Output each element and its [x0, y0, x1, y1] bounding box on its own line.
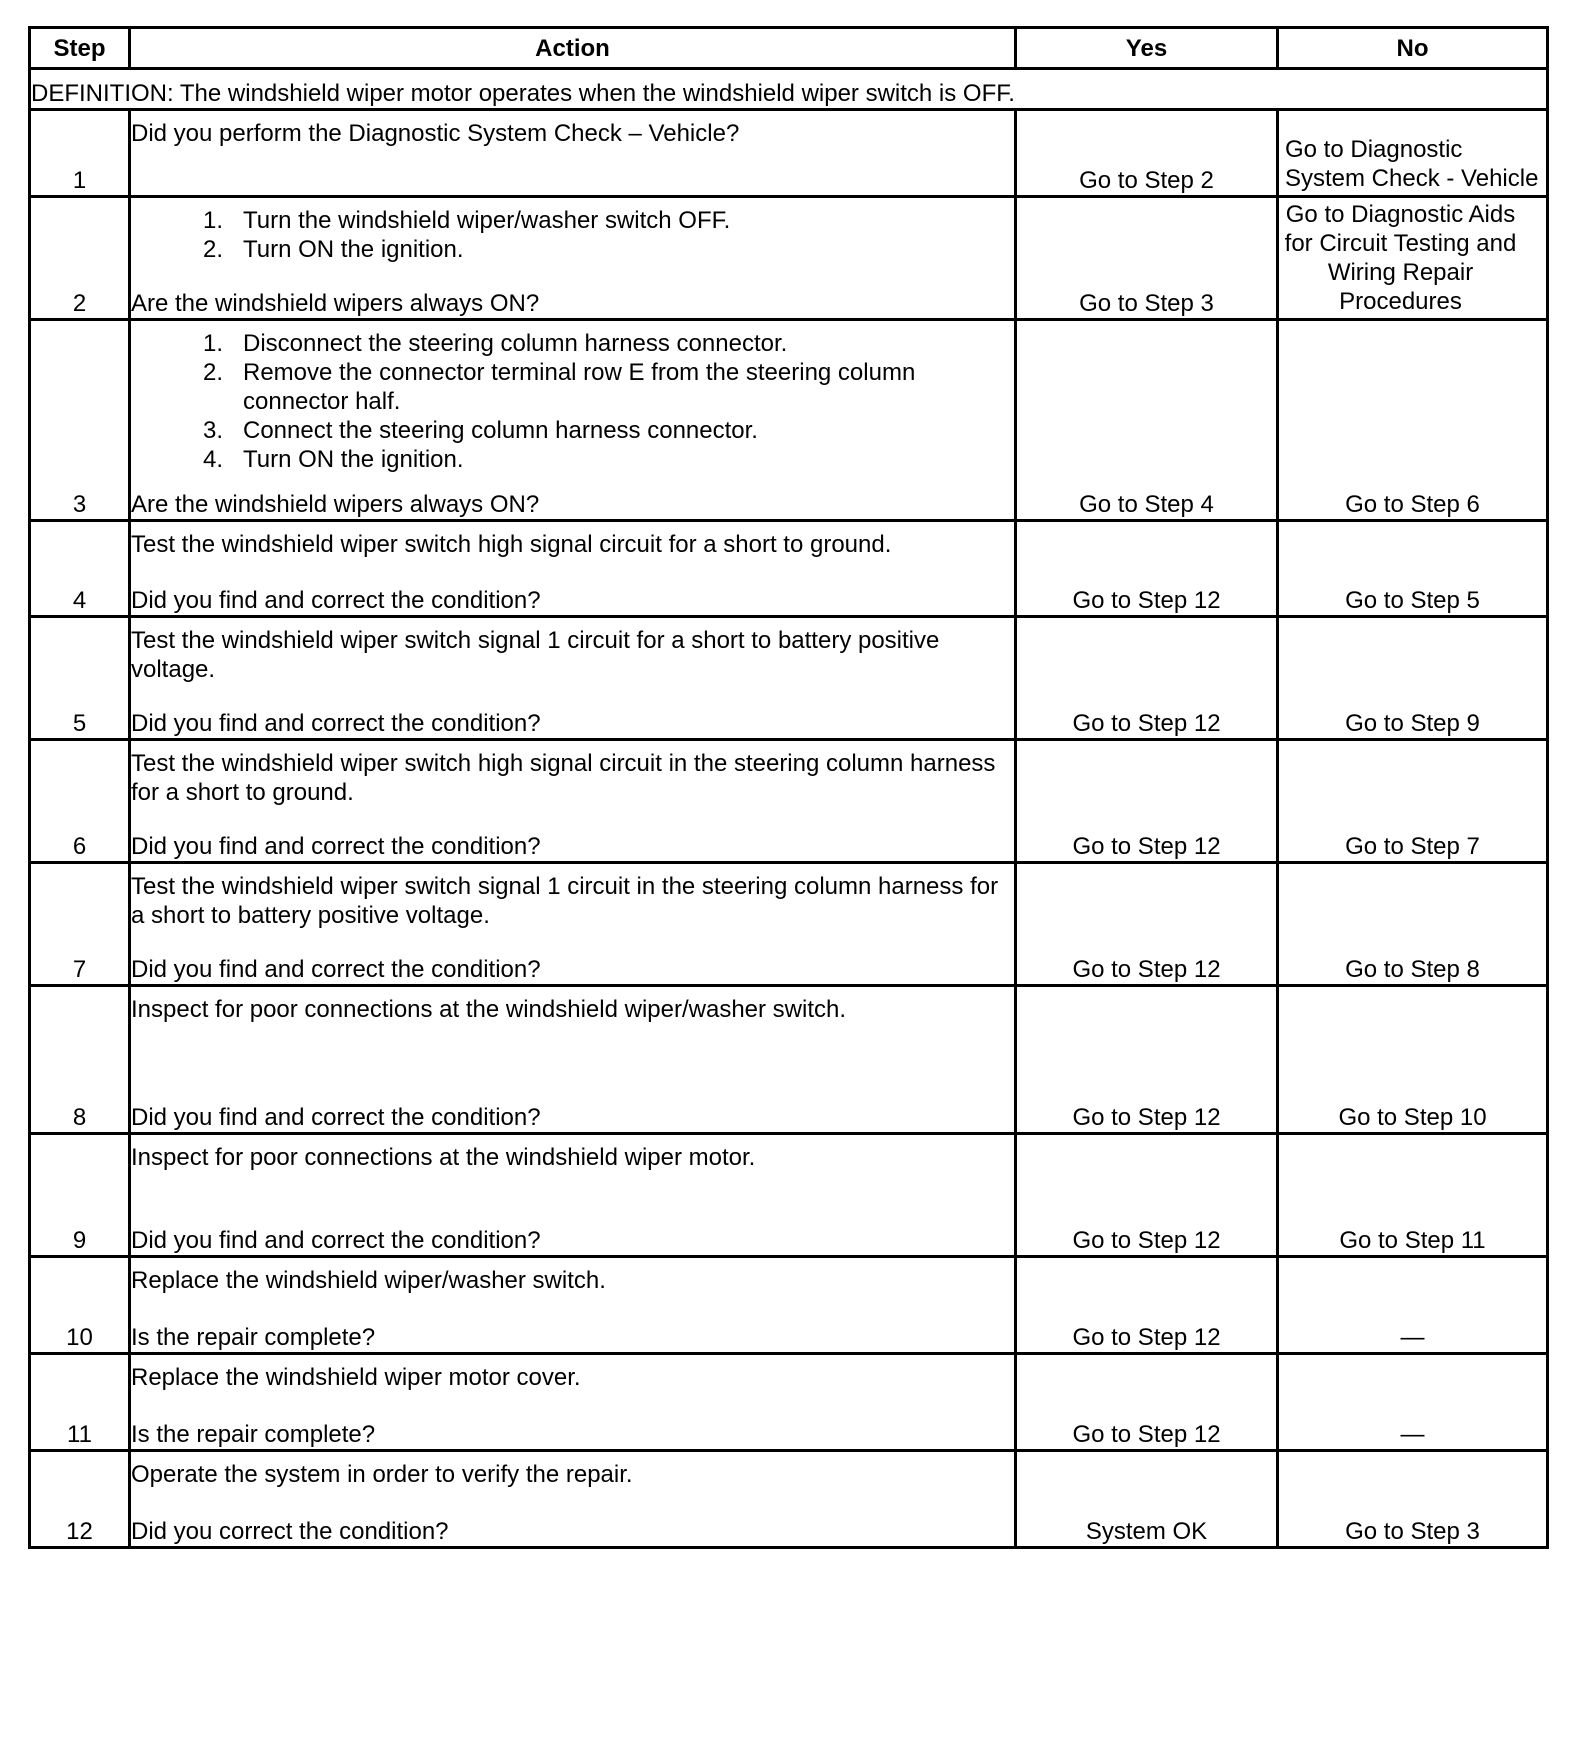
table-row	[30, 986, 1548, 1134]
action-top	[131, 626, 1014, 684]
step-number: 10	[30, 1257, 130, 1354]
no-result: Go to Step 5	[1278, 521, 1548, 617]
action-content	[131, 1143, 1014, 1255]
header-action: Action	[130, 28, 1016, 69]
yes-result: Go to Step 12	[1016, 863, 1278, 986]
substep-text: Turn ON the ignition.	[243, 446, 464, 473]
action-top	[131, 206, 1014, 264]
substep-text: Remove the connector terminal row E from the steering column connector half.	[243, 359, 916, 415]
action-top	[131, 995, 1014, 1024]
action-instruction: Did you perform the Diagnostic System Check – Vehicle?	[131, 120, 740, 147]
step-number: 4	[30, 521, 130, 617]
action-instruction: Test the windshield wiper switch high signal circuit for a short to ground.	[131, 531, 892, 558]
action-top	[131, 749, 1014, 807]
table-row	[30, 863, 1548, 986]
step-number: 7	[30, 863, 130, 986]
step-number: 1	[30, 110, 130, 197]
step-number: 2	[30, 197, 130, 320]
action-cell	[130, 1257, 1016, 1354]
no-result: Go to Step 7	[1278, 740, 1548, 863]
step-number: 9	[30, 1134, 130, 1257]
action-question: Did you find and correct the condition?	[131, 1227, 541, 1254]
action-content	[131, 1460, 1014, 1546]
yes-result: Go to Step 2	[1016, 110, 1278, 197]
no-result: Go to Diagnostic System Check - Vehicle	[1278, 110, 1548, 197]
action-instruction: Inspect for poor connections at the windshield wiper/washer switch.	[131, 996, 847, 1023]
yes-result: Go to Step 12	[1016, 1134, 1278, 1257]
yes-result: Go to Step 12	[1016, 521, 1278, 617]
action-question: Did you find and correct the condition?	[131, 587, 541, 614]
table-row	[30, 617, 1548, 740]
no-result: Go to Step 6	[1278, 320, 1548, 521]
yes-result: Go to Step 12	[1016, 1257, 1278, 1354]
action-question: Did you correct the condition?	[131, 1518, 449, 1545]
yes-result: Go to Step 4	[1016, 320, 1278, 521]
action-cell	[130, 617, 1016, 740]
action-content	[131, 1266, 1014, 1352]
action-content	[131, 530, 1014, 615]
no-result: —	[1278, 1354, 1548, 1451]
substep-item	[131, 358, 1014, 416]
substep-item	[131, 445, 1014, 474]
substep-text: Connect the steering column harness connector.	[243, 417, 758, 444]
action-instruction: Test the windshield wiper switch signal 1 circuit for a short to battery positive voltage.	[131, 627, 940, 683]
action-content	[131, 872, 1014, 984]
action-instruction: Operate the system in order to verify the repair.	[131, 1461, 633, 1488]
action-cell	[130, 110, 1016, 197]
action-content	[131, 119, 1014, 195]
action-cell	[130, 863, 1016, 986]
table-row	[30, 521, 1548, 617]
no-result: Go to Diagnostic Aids for Circuit Testing and Wiring Repair Procedures	[1278, 197, 1548, 320]
step-number: 3	[30, 320, 130, 521]
action-cell	[130, 1451, 1016, 1548]
action-top	[131, 1143, 1014, 1172]
action-top	[131, 119, 1014, 148]
substep-number: 4.	[202, 446, 223, 473]
substep-item	[131, 206, 1014, 235]
action-top	[131, 1266, 1014, 1295]
action-instruction: Replace the windshield wiper motor cover.	[131, 1364, 581, 1391]
header-step: Step	[30, 28, 130, 69]
table-row	[30, 1354, 1548, 1451]
action-cell	[130, 740, 1016, 863]
no-result: Go to Step 3	[1278, 1451, 1548, 1548]
substep-number: 3.	[202, 417, 223, 444]
no-result: Go to Step 8	[1278, 863, 1548, 986]
action-top	[131, 1460, 1014, 1489]
yes-result: Go to Step 12	[1016, 617, 1278, 740]
action-instruction: Test the windshield wiper switch high signal circuit in the steering column harness for a short to ground.	[131, 750, 996, 806]
substep-text: Disconnect the steering column harness connector.	[243, 330, 788, 357]
substep-number: 1.	[202, 207, 223, 234]
step-number: 11	[30, 1354, 130, 1451]
table-row	[30, 1257, 1548, 1354]
header-row	[30, 28, 1548, 69]
header-no: No	[1278, 28, 1548, 69]
header-yes: Yes	[1016, 28, 1278, 69]
action-content	[131, 995, 1014, 1132]
action-question: Did you find and correct the condition?	[131, 710, 541, 737]
action-instruction: Inspect for poor connections at the windshield wiper motor.	[131, 1144, 756, 1171]
action-question: Did you find and correct the condition?	[131, 956, 541, 983]
substep-number: 2.	[202, 236, 223, 263]
yes-result: Go to Step 12	[1016, 740, 1278, 863]
step-number: 5	[30, 617, 130, 740]
action-content	[131, 329, 1014, 519]
action-question: Are the windshield wipers always ON?	[131, 290, 540, 317]
table-row	[30, 320, 1548, 521]
definition-row	[30, 69, 1548, 110]
action-question: Is the repair complete?	[131, 1324, 376, 1351]
table-row	[30, 1451, 1548, 1548]
no-result: Go to Step 9	[1278, 617, 1548, 740]
action-instruction: Replace the windshield wiper/washer switch.	[131, 1267, 606, 1294]
yes-result: Go to Step 12	[1016, 1354, 1278, 1451]
action-content	[131, 206, 1014, 318]
step-number: 12	[30, 1451, 130, 1548]
step-number: 6	[30, 740, 130, 863]
action-content	[131, 1363, 1014, 1449]
table-row	[30, 1134, 1548, 1257]
yes-result: Go to Step 3	[1016, 197, 1278, 320]
action-content	[131, 626, 1014, 738]
definition-text: DEFINITION: The windshield wiper motor operates when the windshield wiper switch is OFF.	[30, 69, 1548, 110]
action-top	[131, 530, 1014, 559]
action-cell	[130, 1134, 1016, 1257]
no-result: Go to Step 11	[1278, 1134, 1548, 1257]
no-result: —	[1278, 1257, 1548, 1354]
no-result: Go to Step 10	[1278, 986, 1548, 1134]
substep-text: Turn ON the ignition.	[243, 236, 464, 263]
action-top	[131, 872, 1014, 930]
substep-number: 1.	[202, 330, 223, 357]
substep-text: Turn the windshield wiper/washer switch OFF.	[243, 207, 731, 234]
action-cell	[130, 521, 1016, 617]
action-question: Are the windshield wipers always ON?	[131, 491, 540, 518]
substep-item	[131, 329, 1014, 358]
action-content	[131, 749, 1014, 861]
substep-item	[131, 235, 1014, 264]
substep-number: 2.	[202, 359, 223, 386]
table-row	[30, 740, 1548, 863]
diagnostic-table	[28, 26, 1549, 1549]
step-number: 8	[30, 986, 130, 1134]
action-question: Did you find and correct the condition?	[131, 833, 541, 860]
substep-list	[131, 329, 1014, 474]
yes-result: Go to Step 12	[1016, 986, 1278, 1134]
action-question: Did you find and correct the condition?	[131, 1104, 541, 1131]
substep-list	[131, 206, 1014, 264]
substep-item	[131, 416, 1014, 445]
yes-result: System OK	[1016, 1451, 1278, 1548]
table-row	[30, 197, 1548, 320]
action-top	[131, 329, 1014, 474]
action-cell	[130, 197, 1016, 320]
action-cell	[130, 320, 1016, 521]
table-row	[30, 110, 1548, 197]
action-top	[131, 1363, 1014, 1392]
action-cell	[130, 1354, 1016, 1451]
action-instruction: Test the windshield wiper switch signal 1 circuit in the steering column harness for a short to battery positive voltage.	[131, 873, 999, 929]
action-question: Is the repair complete?	[131, 1421, 376, 1448]
action-cell	[130, 986, 1016, 1134]
